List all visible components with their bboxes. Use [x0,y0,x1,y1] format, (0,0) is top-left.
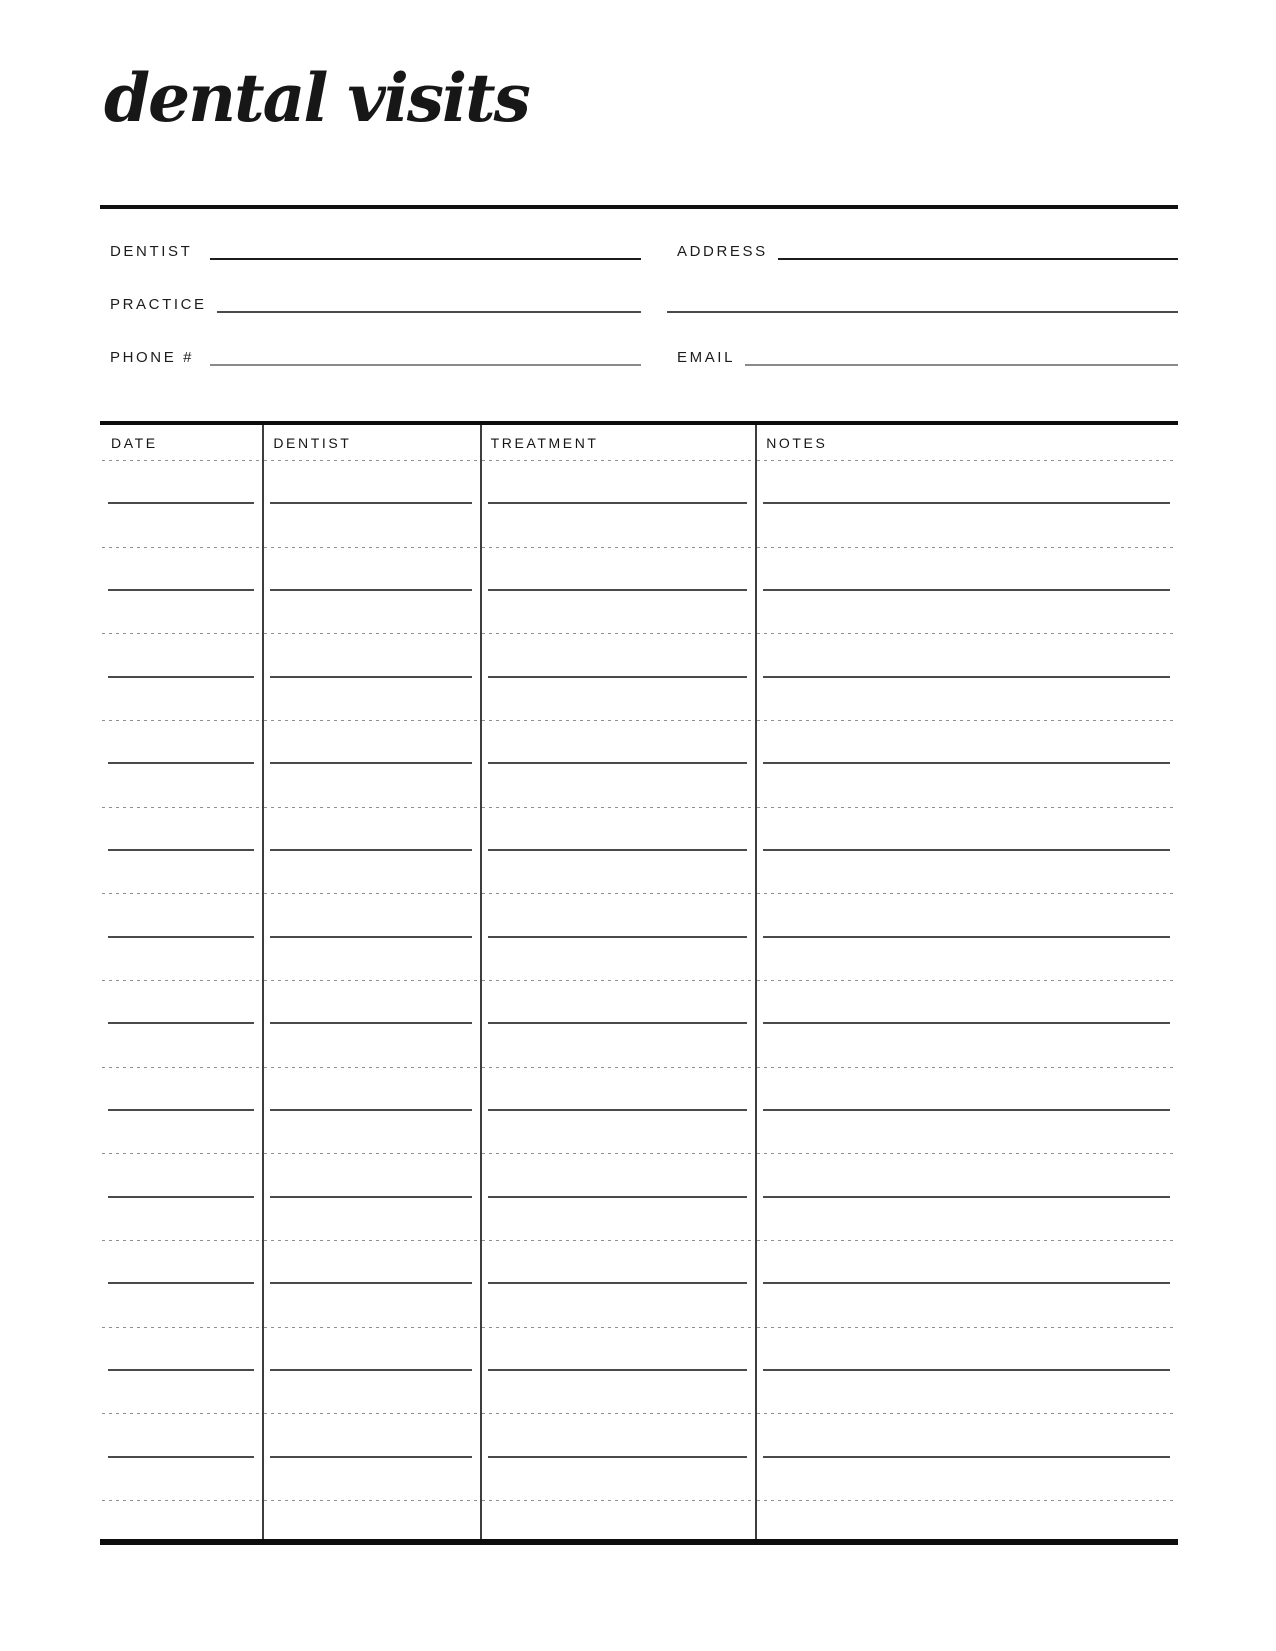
column-separator [755,425,757,1539]
writing-line [757,591,1176,634]
writing-line [763,1068,1170,1111]
writing-line [763,1241,1170,1284]
writing-line [488,461,748,504]
header-dentist: DENTIST [264,425,477,461]
writing-line [264,504,477,547]
phone-label: PHONE # [110,349,195,366]
writing-line [108,1068,254,1111]
writing-line [102,678,260,721]
writing-line [757,678,1176,721]
writing-line [757,1284,1176,1327]
writing-line [108,461,254,504]
writing-line [482,591,754,634]
writing-line [488,1068,748,1111]
writing-line [488,894,748,937]
writing-line [757,1458,1176,1501]
writing-line [108,1154,254,1197]
writing-line [482,504,754,547]
writing-line [763,981,1170,1024]
writing-line [488,981,748,1024]
writing-line [102,1458,260,1501]
writing-line [264,764,477,807]
writing-line [102,1024,260,1067]
header-treatment: TREATMENT [482,425,754,461]
writing-line [488,1154,748,1197]
writing-line [763,634,1170,677]
writing-line [108,634,254,677]
address-label: ADDRESS [677,243,768,260]
writing-line [108,548,254,591]
writing-line [264,1024,477,1067]
writing-line [757,851,1176,894]
writing-line [482,938,754,981]
writing-line [763,1154,1170,1197]
column-separator [262,425,264,1539]
writing-line [264,851,477,894]
writing-line [102,504,260,547]
writing-line [270,634,471,677]
writing-line [482,1198,754,1241]
header-date: DATE [102,425,260,461]
contact-form-right-column [667,209,1178,366]
writing-line [270,1241,471,1284]
writing-line [270,461,471,504]
writing-line [102,591,260,634]
writing-line [270,1154,471,1197]
writing-line [264,591,477,634]
field-address [667,209,1178,260]
field-practice [100,260,641,313]
writing-line [763,808,1170,851]
page-title: dental visits [104,59,529,137]
writing-line [763,894,1170,937]
phone-write-line [210,364,641,366]
writing-line [757,1024,1176,1067]
writing-line [763,461,1170,504]
writing-line [488,721,748,764]
writing-line [102,1371,260,1414]
writing-line [108,894,254,937]
contact-form [100,209,1178,366]
writing-line [488,1241,748,1284]
writing-line [102,1284,260,1327]
field-dentist [100,209,641,260]
writing-line [763,1328,1170,1371]
writing-line [264,938,477,981]
email-write-line [745,364,1178,366]
writing-line [763,548,1170,591]
writing-line [757,1198,1176,1241]
writing-line [108,1414,254,1457]
practice-label: PRACTICE [110,296,207,313]
writing-line [264,1111,477,1154]
column-separator [480,425,482,1539]
field-phone [100,313,641,366]
writing-line [102,1111,260,1154]
writing-line [763,1414,1170,1457]
writing-line [270,808,471,851]
writing-line [757,504,1176,547]
writing-line [108,721,254,764]
writing-line [482,1371,754,1414]
writing-line [482,678,754,721]
writing-line [757,1111,1176,1154]
writing-line [264,1371,477,1414]
writing-line [488,808,748,851]
writing-line [482,1024,754,1067]
writing-line [488,1328,748,1371]
writing-line [488,634,748,677]
writing-line [757,938,1176,981]
writing-line [482,1458,754,1501]
writing-line [488,1414,748,1457]
contact-form-left-column [100,209,641,366]
writing-line [482,1111,754,1154]
writing-line [270,1414,471,1457]
email-label: EMAIL [677,349,736,366]
visits-table [100,425,1178,1539]
dentist-label: DENTIST [110,243,193,260]
writing-line [102,1198,260,1241]
writing-line [102,764,260,807]
writing-line [482,1284,754,1327]
writing-line [108,1328,254,1371]
writing-line [270,548,471,591]
writing-line [102,851,260,894]
header-notes: NOTES [757,425,1176,461]
writing-line [488,548,748,591]
writing-line [757,1371,1176,1414]
field-email [667,313,1178,366]
writing-line [270,981,471,1024]
writing-line [757,764,1176,807]
writing-line [482,851,754,894]
writing-line [264,1198,477,1241]
writing-line [763,721,1170,764]
writing-line [108,808,254,851]
writing-line [108,981,254,1024]
writing-line [102,938,260,981]
writing-line [482,764,754,807]
writing-line [270,894,471,937]
writing-line [270,1068,471,1111]
writing-line [108,1241,254,1284]
writing-line [264,1284,477,1327]
visits-table-bottom-border [100,1539,1178,1545]
writing-line [264,1458,477,1501]
field-address-line2 [667,260,1178,313]
writing-line [270,721,471,764]
writing-line [264,678,477,721]
writing-line [270,1328,471,1371]
